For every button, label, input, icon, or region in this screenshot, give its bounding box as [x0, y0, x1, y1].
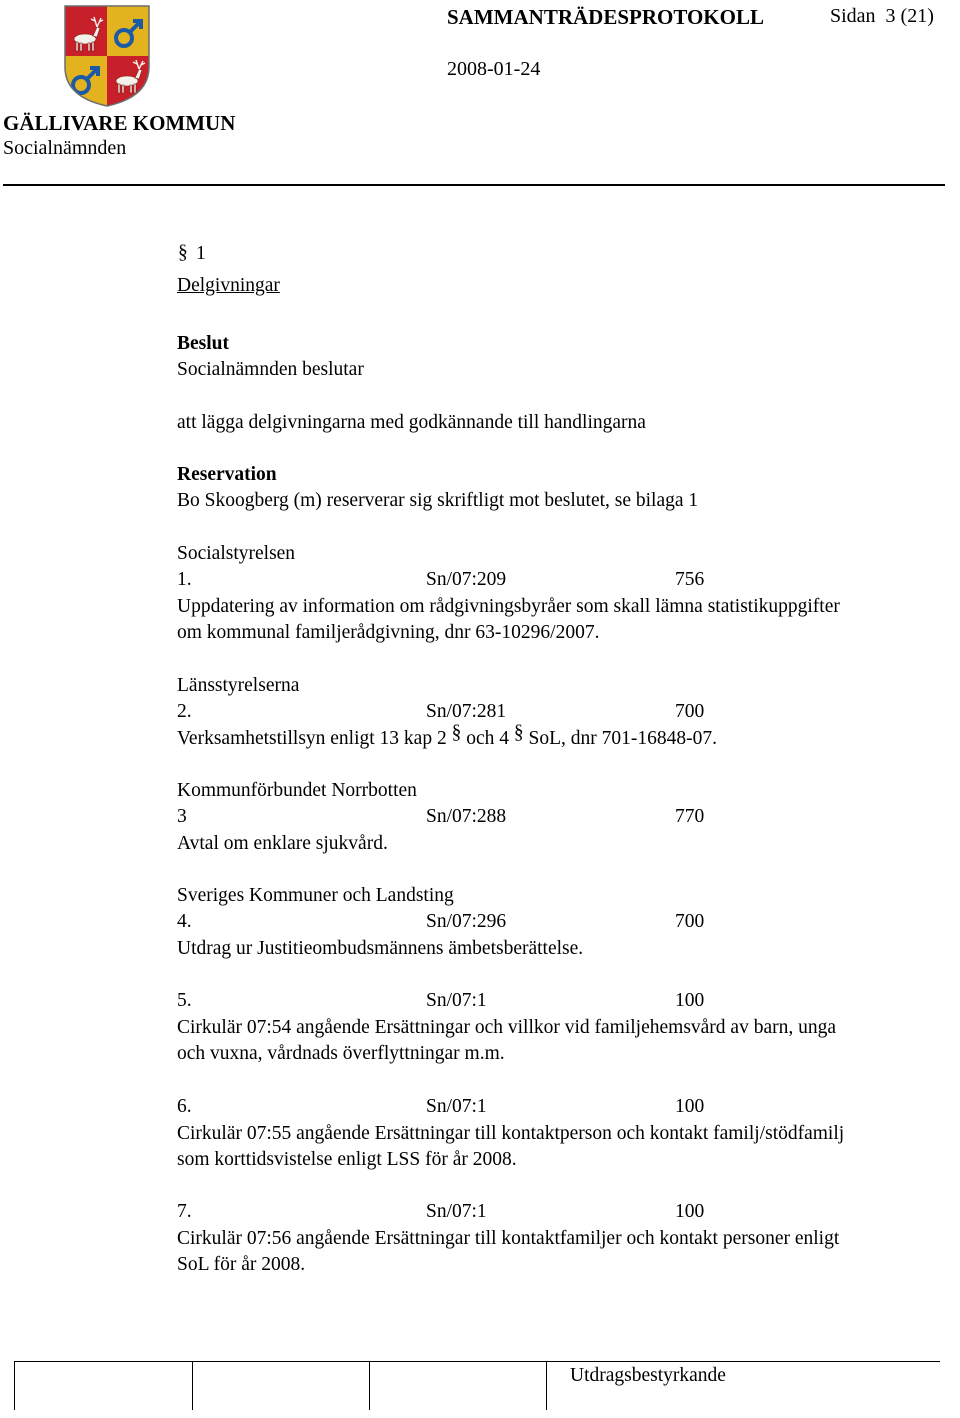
notice-code: 770 — [675, 806, 705, 827]
reservation-text: Bo Skoogberg (m) reserverar sig skriftligt mot beslutet, se bilaga 1 — [177, 490, 699, 511]
notice-sender: Kommunförbundet Norrbotten — [177, 780, 417, 801]
notice-number: 6. — [177, 1096, 192, 1117]
signature-box-divider — [14, 1362, 15, 1410]
notice-text-part: Verksamhetstillsyn enligt 13 kap 2 — [177, 728, 452, 749]
certification-label: Utdragsbestyrkande — [570, 1365, 726, 1386]
notice-item-7 — [177, 1199, 877, 1225]
notice-text-line: Utdrag ur Justitieombudsmännens ämbetsberättelse. — [177, 938, 584, 959]
coat-of-arms-logo — [64, 5, 150, 107]
decision-decider: Socialnämnden beslutar — [177, 359, 364, 380]
decision-heading: Beslut — [177, 333, 230, 354]
notice-code: 700 — [675, 701, 705, 722]
section-symbol: § — [513, 722, 524, 743]
notice-code: 100 — [675, 1096, 705, 1117]
notice-code: 700 — [675, 911, 705, 932]
footer-rule — [14, 1361, 940, 1362]
notice-text-line: Avtal om enklare sjukvård. — [177, 833, 388, 854]
notice-number: 5. — [177, 990, 192, 1011]
coat-of-arms-icon — [64, 5, 150, 107]
notice-text-line: SoL för år 2008. — [177, 1254, 306, 1275]
notice-item-6 — [177, 1094, 877, 1120]
notice-text-line: Cirkulär 07:56 angående Ersättningar till kontaktfamiljer och kontakt personer enligt — [177, 1228, 840, 1249]
notice-number: 4. — [177, 911, 192, 932]
protocol-title: SAMMANTRÄDESPROTOKOLL — [447, 5, 764, 29]
notice-reference: Sn/07:281 — [426, 701, 507, 722]
notice-text-line: och vuxna, vårdnads överflyttningar m.m. — [177, 1043, 505, 1064]
notice-number: 2. — [177, 701, 192, 722]
section-symbol: § — [451, 722, 462, 743]
signature-box-divider — [369, 1362, 370, 1410]
notice-number: 1. — [177, 569, 192, 590]
notice-reference: Sn/07:296 — [426, 911, 507, 932]
section-symbol: § — [178, 242, 188, 263]
notice-number: 7. — [177, 1201, 192, 1222]
notice-number: 3 — [177, 806, 187, 827]
municipality-name: GÄLLIVARE KOMMUN — [3, 111, 236, 135]
reservation-heading: Reservation — [177, 464, 277, 485]
notice-item-2 — [177, 699, 877, 725]
notice-code: 100 — [675, 1201, 705, 1222]
page-number: Sidan 3 (21) — [830, 5, 934, 27]
header-rule — [3, 184, 945, 186]
notice-sender: Länsstyrelserna — [177, 675, 300, 696]
signature-box-divider — [546, 1362, 547, 1410]
notice-text-line: Cirkulär 07:55 angående Ersättningar till kontaktperson och kontakt familj/stödfamilj — [177, 1123, 845, 1144]
section-title: Delgivningar — [177, 275, 280, 296]
notice-text-line: Cirkulär 07:54 angående Ersättningar och villkor vid familjehemsvård av barn, unga — [177, 1017, 837, 1038]
notice-reference: Sn/07:1 — [426, 1096, 487, 1117]
meeting-date: 2008-01-24 — [447, 58, 541, 80]
notice-text-line — [177, 722, 717, 752]
notice-text-part: SoL, dnr 701-16848-07. — [523, 728, 717, 749]
notice-sender: Socialstyrelsen — [177, 543, 296, 564]
notice-reference: Sn/07:288 — [426, 806, 507, 827]
notice-item-1 — [177, 567, 877, 593]
notice-reference: Sn/07:1 — [426, 990, 487, 1011]
notice-reference: Sn/07:209 — [426, 569, 507, 590]
notice-item-4 — [177, 909, 877, 935]
notice-item-5 — [177, 988, 877, 1014]
notice-text-line: Uppdatering av information om rådgivningsbyråer som skall lämna statistikuppgifter — [177, 596, 840, 617]
notice-reference: Sn/07:1 — [426, 1201, 487, 1222]
notice-code: 100 — [675, 990, 705, 1011]
notice-text-part: och 4 — [461, 728, 514, 749]
notice-sender: Sveriges Kommuner och Landsting — [177, 885, 454, 906]
notice-text-line: som korttidsvistelse enligt LSS för år 2008. — [177, 1149, 517, 1170]
notice-text-line: om kommunal familjerådgivning, dnr 63-10296/2007. — [177, 622, 600, 643]
notice-code: 756 — [675, 569, 705, 590]
decision-text: att lägga delgivningarna med godkännande till handlingarna — [177, 412, 646, 433]
notice-item-3 — [177, 804, 877, 830]
signature-box-divider — [192, 1362, 193, 1410]
committee-name: Socialnämnden — [3, 137, 127, 159]
section-number: 1 — [196, 243, 206, 264]
